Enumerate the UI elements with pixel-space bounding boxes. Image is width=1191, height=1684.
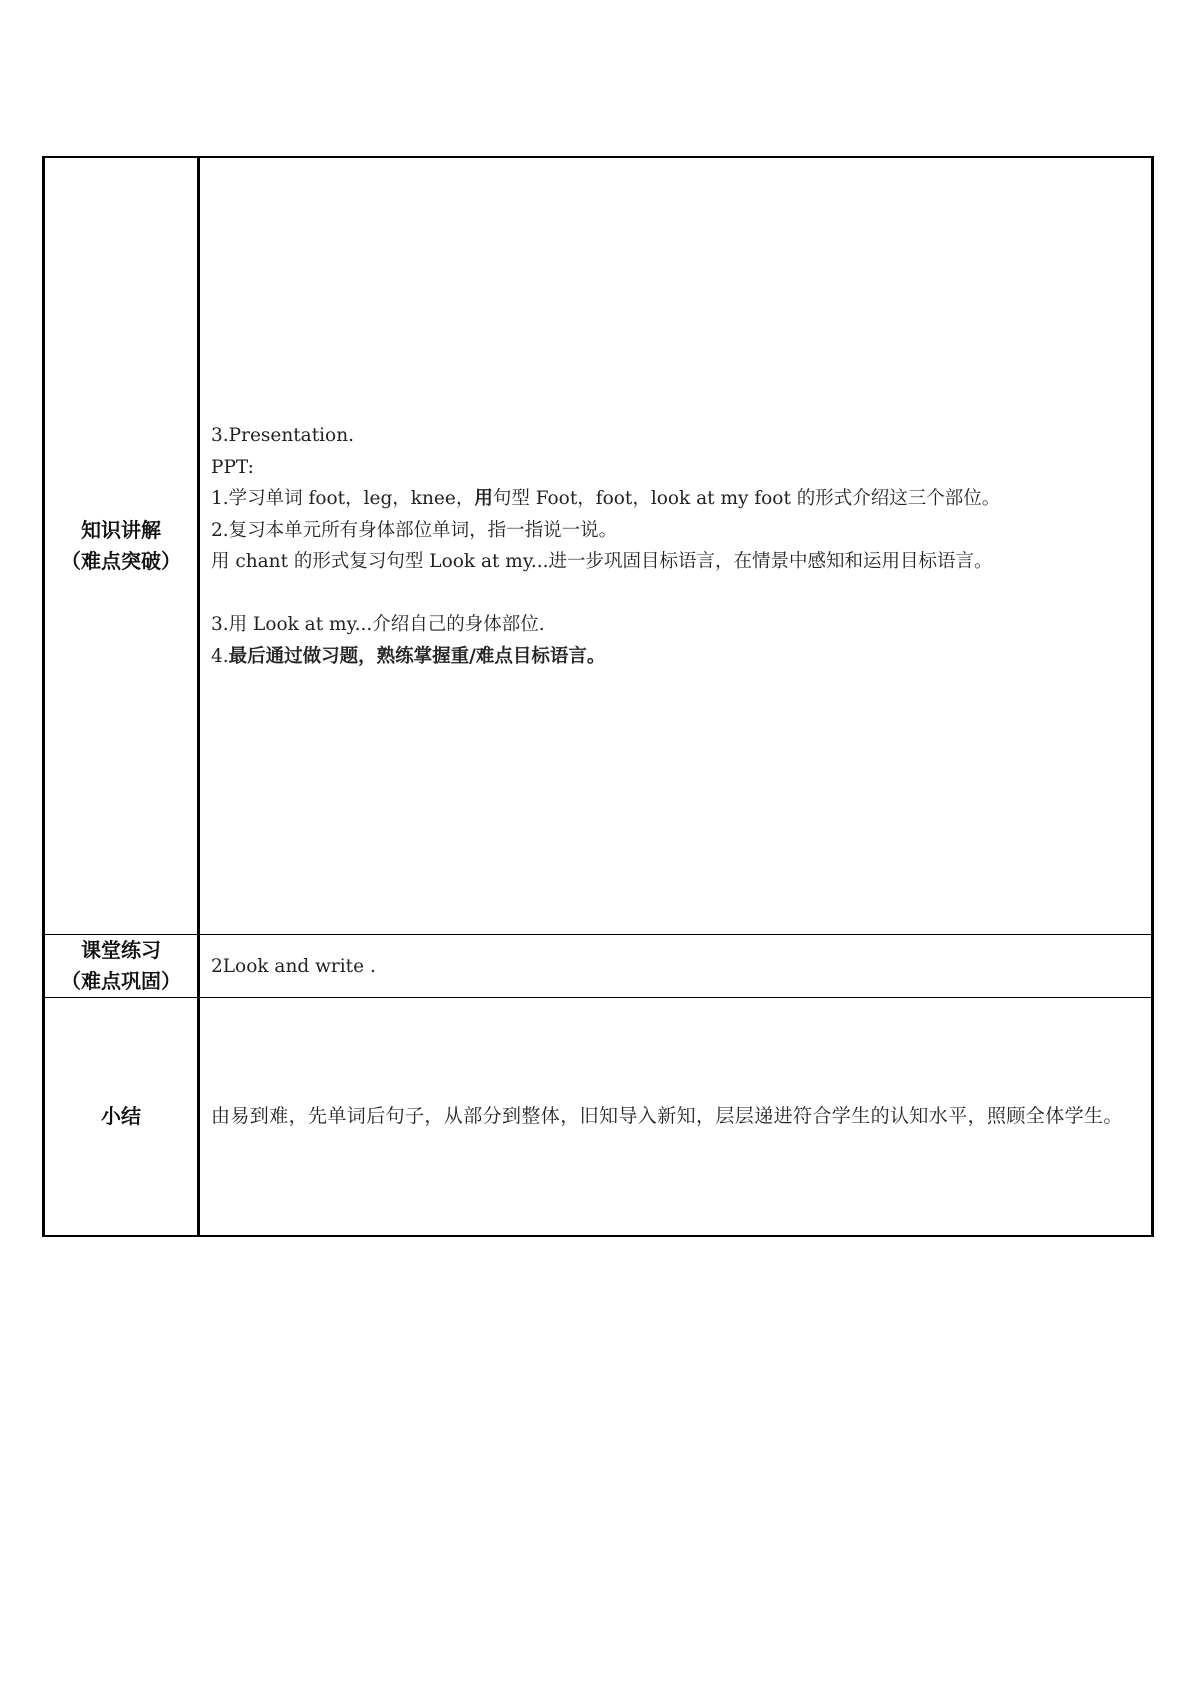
lesson-plan-table — [42, 156, 1154, 1237]
knowledge-content-cell — [199, 157, 1153, 935]
knowledge-line-1-part3: 句型 Foot，foot，look at my foot 的形式介绍这三个部位。 — [492, 488, 1001, 509]
knowledge-label-cell — [44, 157, 199, 935]
knowledge-line-3: 3.用 Look at my...介绍自己的身体部位. — [211, 614, 545, 635]
practice-label-line2: （难点巩固） — [61, 969, 181, 993]
knowledge-blank-line — [211, 578, 1141, 610]
summary-text: 由易到难，先单词后句子，从部分到整体，旧知导入新知，层层递进符合学生的认知水平，照顾全体学生。 — [211, 1105, 1123, 1127]
knowledge-line-1-part2: 用 — [474, 488, 493, 509]
summary-label: 小结 — [101, 1104, 141, 1128]
table-row-summary — [44, 998, 1153, 1237]
knowledge-content — [211, 420, 1141, 672]
knowledge-line-presentation: 3.Presentation. — [211, 425, 354, 446]
knowledge-line-2: 2.复习本单元所有身体部位单词，指一指说一说。 — [211, 519, 618, 541]
knowledge-label-line2: （难点突破） — [61, 549, 181, 573]
table-row-knowledge — [44, 157, 1153, 935]
knowledge-line-4-text: 最后通过做习题，熟练掌握重/难点目标语言。 — [228, 645, 606, 667]
knowledge-line-ppt: PPT: — [211, 456, 254, 478]
practice-text: 2Look and write . — [211, 955, 376, 977]
knowledge-label-line1: 知识讲解 — [81, 518, 161, 542]
knowledge-line-chant: 用 chant 的形式复习句型 Look at my...进一步巩固目标语言，在情景中感知和运用目标语言。 — [211, 551, 993, 572]
knowledge-line-4 — [211, 641, 1141, 673]
practice-label-line1: 课堂练习 — [81, 938, 161, 962]
summary-content-cell — [199, 998, 1153, 1237]
summary-label-cell — [44, 998, 199, 1237]
table-row-practice — [44, 935, 1153, 998]
knowledge-line-1-part1: 1.学习单词 foot，leg，knee， — [211, 488, 475, 509]
knowledge-line-4-number: 4. — [211, 645, 229, 667]
practice-label-cell — [44, 935, 199, 998]
knowledge-line-1 — [211, 483, 1141, 515]
practice-content-cell — [199, 935, 1153, 998]
